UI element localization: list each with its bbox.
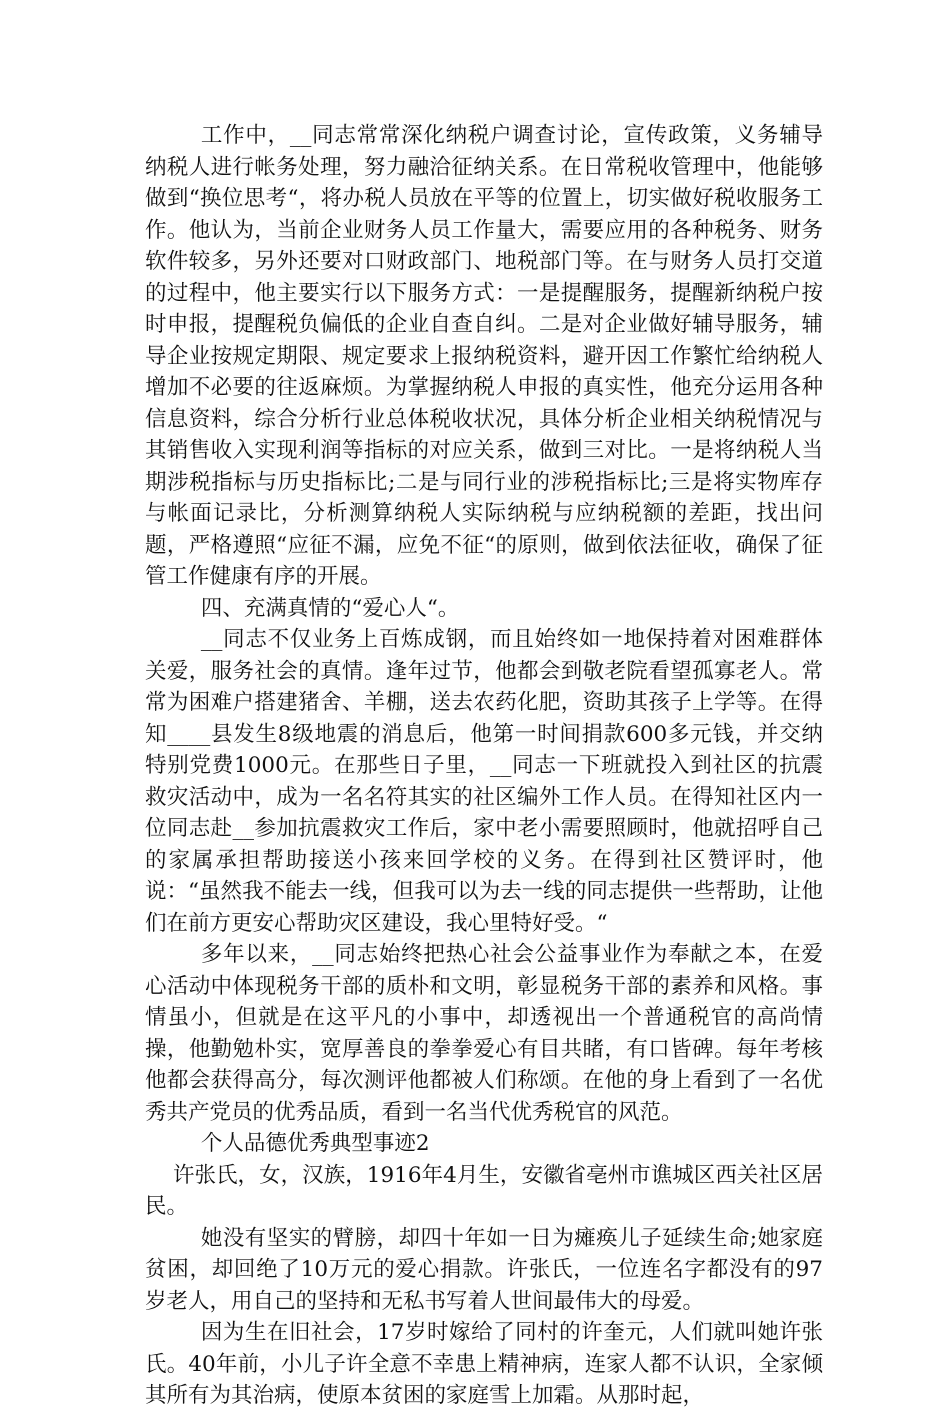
section-heading-caring-person: 四、充满真情的“爱心人“。 bbox=[200, 595, 460, 621]
paragraph-earthquake-relief: __同志不仅业务上百炼成钢，而且始终如一地保持着对困难群体关爱，服务社会的真情。逢年过节，他都会到敬老院看望孤寡老人。常常为困难户搭建猪舍、羊棚，送去农药化肥，资助其孩子上学等。在得知____县发生8级地震的消息后，他第一时间捐款600多元钱，并交纳特别党费1000元。在那些日子里，__同志一下班就投入到社区的抗震救灾活动中，成为一名名符其实的社区编外工作人员。在得知社区内一位同志赴__参加抗震救灾工作后，家中老小需要照顾时，他就招呼自己的家属承担帮助接送小孩来回学校的义务。在得到社区赞评时，他说：“虽然我不能去一线，但我可以为去一线的同志提供一些帮助，让他们在前方更安心帮助灾区建设，我心里特好受。“ bbox=[145, 627, 823, 936]
paragraph-tax-service: 工作中，__同志常常深化纳税户调查讨论，宣传政策，义务辅导纳税人进行帐务处理，努力融洽征纳关系。在日常税收管理中，他能够做到“换位思考“，将办税人员放在平等的位置上，切实做好税收服务工作。他认为，当前企业财务人员工作量大，需要应用的各种税务、财务软件较多，另外还要对口财政部门、地税部门等。在与财务人员打交道的过程中，他主要实行以下服务方式：一是提醒服务，提醒新纳税户按时申报，提醒税负偏低的企业自查自纠。二是对企业做好辅导服务，辅导企业按规定期限、规定要求上报纳税资料，避开因工作繁忙给纳税人增加不必要的往返麻烦。为掌握纳税人申报的真实性，他充分运用各种信息资料，综合分析行业总体税收状况，具体分析企业相关纳税情况与其销售收入实现利润等指标的对应关系，做到三对比。一是将纳税人当期涉税指标与历史指标比;二是与同行业的涉税指标比;三是将实物库存与帐面记录比，分析测算纳税人实际纳税与应纳税额的差距，找出问题，严格遵照“应征不漏，应免不征“的原则，做到依法征收，确保了征管工作健康有序的开展。 bbox=[145, 123, 823, 589]
paragraph-mother-love: 她没有坚实的臂膀，却四十年如一日为瘫痪儿子延续生命;她家庭贫困，却回绝了10万元的爱心捐款。许张氏，一位连名字都没有的97岁老人，用自己的坚持和无私书写着人世间最伟大的母爱。 bbox=[145, 1225, 823, 1314]
paragraph-family-history: 因为生在旧社会，17岁时嫁给了同村的许奎元，人们就叫她许张氏。40年前，小儿子许全意不幸患上精神病，连家人都不认识，全家倾其所有为其治病，使原本贫困的家庭雪上加霜。从那时起， bbox=[145, 1320, 823, 1408]
section-title-example-2: 个人品德优秀典型事迹2 bbox=[200, 1131, 430, 1156]
paragraph-public-welfare: 多年以来，__同志始终把热心社会公益事业作为奉献之本，在爱心活动中体现税务干部的质朴和文明，彰显税务干部的素养和风格。事情虽小，但就是在这平凡的小事中，却透视出一个普通税官的高尚情操，他勤勉朴实，宽厚善良的拳拳爱心有目共睹，有口皆碑。每年考核他都会获得高分，每次测评他都被人们称颂。在他的身上看到了一名优秀共产党员的优秀品质，看到一名当代优秀税官的风范。 bbox=[145, 942, 823, 1125]
paragraph-profile-xu: 许张氏，女，汉族，1916年4月生，安徽省亳州市谯城区西关社区居民。 bbox=[145, 1162, 823, 1219]
document-body bbox=[145, 120, 823, 1412]
